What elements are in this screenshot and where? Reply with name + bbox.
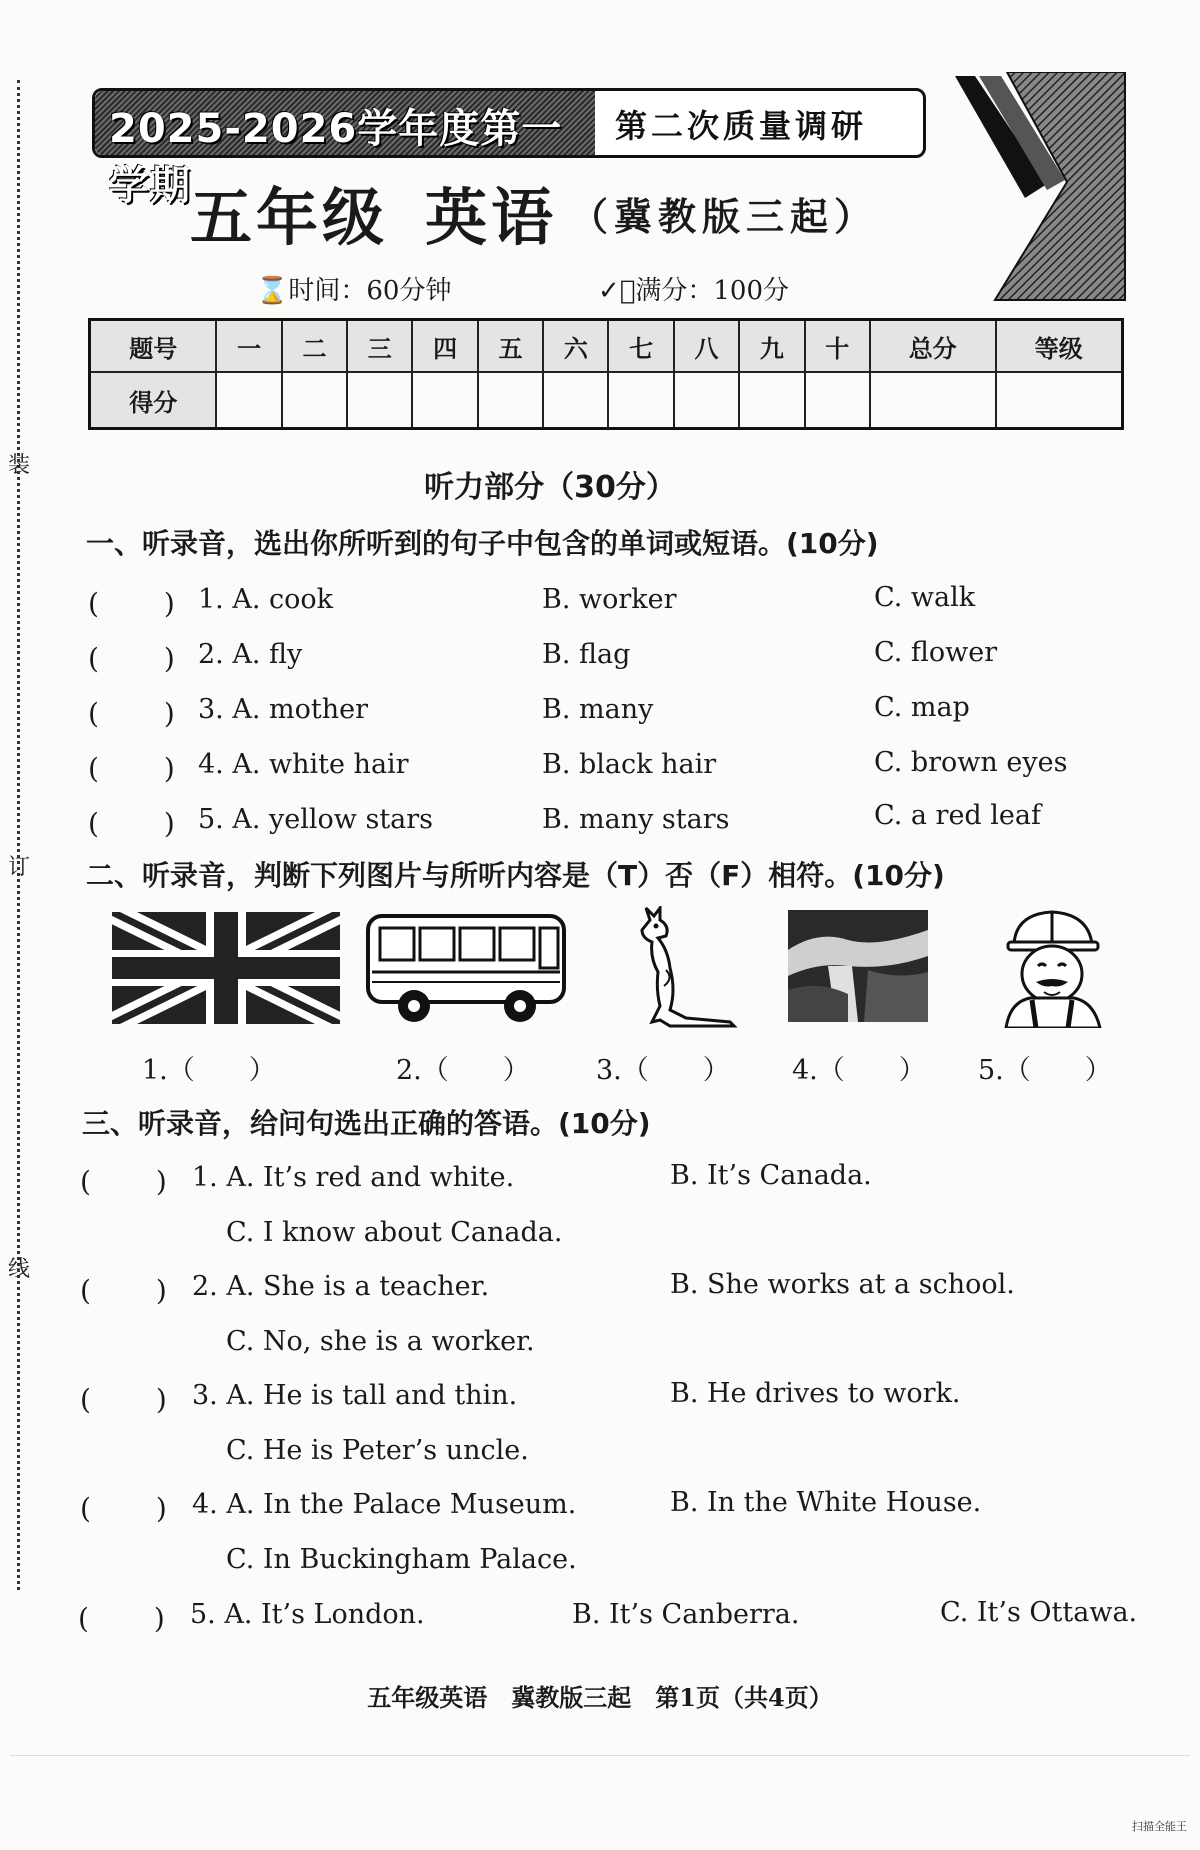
option-b: B. He drives to work. <box>670 1378 961 1409</box>
score-cell[interactable] <box>739 372 804 429</box>
waterfall-icon <box>788 910 928 1022</box>
full-score-label: 满分：100分 <box>635 276 790 306</box>
option-b: B. She works at a school. <box>670 1269 1015 1300</box>
banner-year-background <box>95 91 595 209</box>
score-table-header-row <box>90 320 1123 373</box>
option-c: C. a red leaf <box>874 800 1041 831</box>
full-score-info <box>598 270 789 307</box>
scanner-watermark: 扫描全能王 <box>1132 1820 1187 1833</box>
margin-char-ding: 订 <box>8 855 31 880</box>
section3-title: 三、听录音，给问句选出正确的答语。(10分) <box>82 1107 651 1140</box>
score-cell[interactable] <box>870 372 996 429</box>
option-a: 3. A. mother <box>198 694 368 725</box>
score-cell[interactable] <box>543 372 608 429</box>
option-b: B. many <box>542 694 654 725</box>
option-a: 2. A. She is a teacher. <box>192 1271 490 1302</box>
option-b: B. worker <box>542 584 677 615</box>
score-table-header-cell: 七 <box>608 320 673 373</box>
score-cell[interactable] <box>996 372 1123 429</box>
score-table-header-cell: 四 <box>412 320 477 373</box>
page-footer: 五年级英语 冀教版三起 第1页（共4页） <box>367 1683 833 1712</box>
answer-blank[interactable]: ( ) <box>80 1492 167 1525</box>
option-b: B. flag <box>542 639 631 670</box>
score-table-header-cell: 二 <box>282 320 347 373</box>
answer-blank[interactable]: ( ) <box>78 1602 165 1635</box>
uk-flag-icon <box>112 912 340 1024</box>
option-b: B. black hair <box>542 749 717 780</box>
score-table <box>88 318 1124 430</box>
answer-blank[interactable]: ( ) <box>88 752 175 785</box>
score-table-header-cell: 六 <box>543 320 608 373</box>
score-table-header-cell: 九 <box>739 320 804 373</box>
option-b: B. It’s Canada. <box>670 1160 872 1191</box>
title-grade: 五年级 <box>190 181 389 254</box>
picture-4-label[interactable]: 4.（ ） <box>792 1055 926 1086</box>
option-c: C. walk <box>874 582 976 613</box>
binding-dotted-line <box>17 80 20 1590</box>
section2-title: 二、听录音，判断下列图片与所听内容是（T）否（F）相符。(10分) <box>86 859 945 892</box>
score-table-header-cell: 八 <box>674 320 739 373</box>
title-edition: （冀教版三起） <box>570 194 879 239</box>
score-row-label: 得分 <box>90 372 217 429</box>
score-cell[interactable] <box>608 372 673 429</box>
option-a: 5. A. yellow stars <box>198 804 434 835</box>
option-b: B. It’s Canberra. <box>572 1599 800 1630</box>
option-c: C. He is Peter’s uncle. <box>226 1435 529 1466</box>
margin-char-zhuang: 装 <box>8 453 31 478</box>
answer-blank[interactable]: ( ) <box>80 1383 167 1416</box>
score-cell[interactable] <box>347 372 412 429</box>
option-a: 5. A. It’s London. <box>190 1599 425 1630</box>
score-table-header-cell: 三 <box>347 320 412 373</box>
option-c: C. It’s Ottawa. <box>940 1597 1138 1628</box>
answer-blank[interactable]: ( ) <box>88 587 175 620</box>
answer-blank[interactable]: ( ) <box>88 697 175 730</box>
score-cell[interactable] <box>282 372 347 429</box>
score-cell[interactable] <box>805 372 870 429</box>
check-circle-icon: ✓⃝ <box>598 276 636 306</box>
option-b: B. In the White House. <box>670 1487 982 1518</box>
picture-5-label[interactable]: 5.（ ） <box>978 1055 1112 1086</box>
option-c: C. flower <box>874 637 998 668</box>
score-cell[interactable] <box>478 372 543 429</box>
answer-blank[interactable]: ( ) <box>88 807 175 840</box>
banner-exam-name: 第二次质量调研 <box>615 107 868 145</box>
decorative-chevron-icon <box>955 72 1127 304</box>
answer-blank[interactable]: ( ) <box>80 1165 167 1198</box>
option-c: C. brown eyes <box>874 747 1068 778</box>
option-c: C. In Buckingham Palace. <box>226 1544 577 1575</box>
score-table-score-row <box>90 372 1123 429</box>
banner-year-text: 2025-2026学年度第一学期 <box>109 106 563 209</box>
margin-char-xian: 线 <box>8 1257 31 1282</box>
kangaroo-icon <box>630 906 740 1028</box>
option-a: 1. A. cook <box>198 584 333 615</box>
time-label: 时间：60分钟 <box>288 276 452 306</box>
title-subject: 英语 <box>425 181 558 254</box>
picture-3-label[interactable]: 3.（ ） <box>596 1055 730 1086</box>
score-cell[interactable] <box>216 372 281 429</box>
score-table-header-cell: 等级 <box>996 320 1123 373</box>
score-cell[interactable] <box>412 372 477 429</box>
option-b: B. many stars <box>542 804 730 835</box>
hourglass-icon: ⌛ <box>256 276 289 306</box>
option-a: 4. A. white hair <box>198 749 409 780</box>
option-c: C. map <box>874 692 970 723</box>
answer-blank[interactable]: ( ) <box>88 642 175 675</box>
worker-man-icon <box>996 906 1110 1028</box>
score-table-header-cell: 总分 <box>870 320 996 373</box>
bottom-divider <box>10 1755 1190 1756</box>
option-c: C. I know about Canada. <box>226 1217 563 1248</box>
option-a: 3. A. He is tall and thin. <box>192 1380 518 1411</box>
score-cell[interactable] <box>674 372 739 429</box>
listening-heading: 听力部分（30分） <box>424 470 676 505</box>
option-c: C. No, she is a worker. <box>226 1326 535 1357</box>
picture-2-label[interactable]: 2.（ ） <box>396 1055 530 1086</box>
section1-title: 一、听录音，选出你所听到的句子中包含的单词或短语。(10分) <box>86 527 879 560</box>
picture-1-label[interactable]: 1.（ ） <box>142 1055 276 1086</box>
score-table-header-cell: 十 <box>805 320 870 373</box>
score-table-header-cell: 一 <box>216 320 281 373</box>
option-a: 2. A. fly <box>198 639 303 670</box>
header-banner <box>92 88 926 209</box>
answer-blank[interactable]: ( ) <box>80 1274 167 1307</box>
score-table-header-cell: 五 <box>478 320 543 373</box>
option-a: 4. A. In the Palace Museum. <box>192 1489 577 1520</box>
bus-icon <box>364 910 572 1026</box>
time-info <box>256 270 451 307</box>
option-a: 1. A. It’s red and white. <box>192 1162 515 1193</box>
score-table-header-cell: 题号 <box>90 320 217 373</box>
